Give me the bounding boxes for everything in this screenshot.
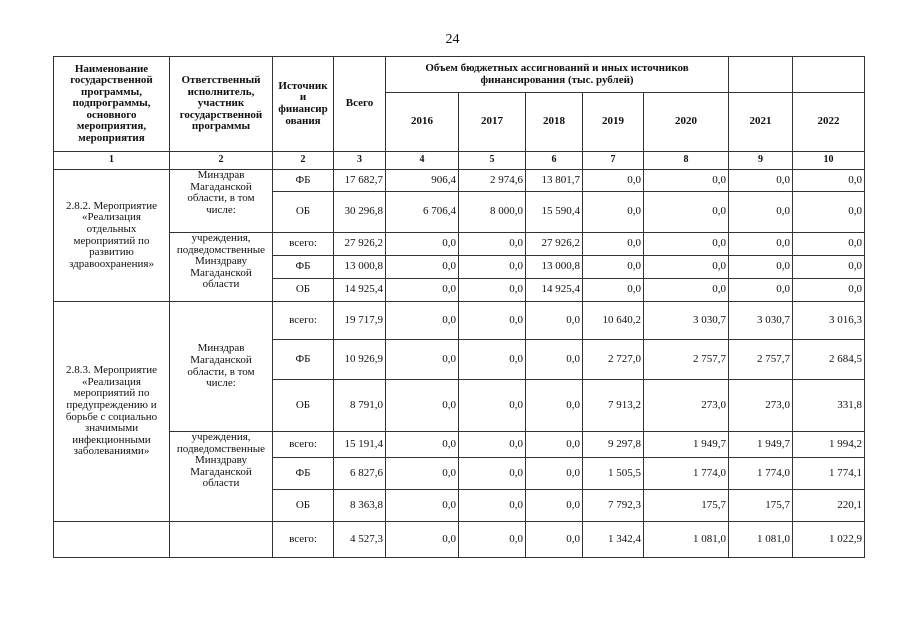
value-cell: 3 030,7	[644, 302, 729, 340]
header-year: 2022	[793, 93, 865, 152]
value-cell: 0,0	[526, 340, 583, 380]
header-year: 2020	[644, 93, 729, 152]
value-cell: 0,0	[386, 279, 459, 302]
value-cell: 1 774,0	[644, 458, 729, 490]
value-cell: 8 000,0	[459, 192, 526, 233]
executor-name: учреждения, подведомственные Минздраву Магаданской области	[170, 432, 273, 522]
table-row	[54, 432, 865, 458]
table-row	[54, 233, 865, 256]
value-cell: 1 949,7	[729, 432, 793, 458]
value-cell: 0,0	[386, 522, 459, 558]
value-cell: 0,0	[583, 256, 644, 279]
value-cell: 0,0	[729, 233, 793, 256]
index-cell: 6	[526, 152, 583, 170]
value-cell: 0,0	[793, 192, 865, 233]
header-year: 2019	[583, 93, 644, 152]
value-cell: 0,0	[729, 256, 793, 279]
page-number: 24	[445, 32, 460, 47]
value-cell: 0,0	[459, 302, 526, 340]
header-year: 2018	[526, 93, 583, 152]
value-cell: 0,0	[459, 432, 526, 458]
value-cell: 0,0	[526, 380, 583, 432]
value-cell: 0,0	[583, 279, 644, 302]
value-cell: 0,0	[583, 192, 644, 233]
value-cell: 0,0	[526, 432, 583, 458]
empty-cell	[170, 522, 273, 558]
index-cell: 5	[459, 152, 526, 170]
header-total: Всего	[334, 57, 386, 152]
header-program: Наименование государственной программы, подпрограммы, основного мероприятия, мероприятия	[54, 57, 170, 152]
budget-table	[53, 56, 865, 558]
index-cell: 9	[729, 152, 793, 170]
header-blank-9	[729, 57, 793, 93]
value-cell: 27 926,2	[334, 233, 386, 256]
source-cell: ФБ	[273, 340, 334, 380]
value-cell: 0,0	[459, 490, 526, 522]
value-cell: 273,0	[729, 380, 793, 432]
value-cell: 15 590,4	[526, 192, 583, 233]
value-cell: 175,7	[729, 490, 793, 522]
value-cell: 0,0	[386, 490, 459, 522]
index-cell: 8	[644, 152, 729, 170]
value-cell: 1 342,4	[583, 522, 644, 558]
value-cell: 2 757,7	[644, 340, 729, 380]
value-cell: 0,0	[583, 170, 644, 192]
value-cell: 0,0	[644, 256, 729, 279]
table-row	[54, 522, 865, 558]
value-cell: 0,0	[526, 522, 583, 558]
value-cell: 1 081,0	[729, 522, 793, 558]
executor-name: Минздрав Магаданской области, в том числе:	[170, 302, 273, 432]
header-source: Источник и финансир ования	[273, 57, 334, 152]
value-cell: 0,0	[386, 340, 459, 380]
value-cell: 0,0	[459, 458, 526, 490]
value-cell: 9 297,8	[583, 432, 644, 458]
value-cell: 6 706,4	[386, 192, 459, 233]
source-cell: всего:	[273, 522, 334, 558]
value-cell: 10 926,9	[334, 340, 386, 380]
index-row	[54, 152, 865, 170]
value-cell: 2 727,0	[583, 340, 644, 380]
source-cell: ОБ	[273, 380, 334, 432]
value-cell: 8 791,0	[334, 380, 386, 432]
value-cell: 1 022,9	[793, 522, 865, 558]
header-year: 2017	[459, 93, 526, 152]
header-blank-10	[793, 57, 865, 93]
value-cell: 0,0	[386, 302, 459, 340]
value-cell: 0,0	[793, 233, 865, 256]
value-cell: 0,0	[459, 380, 526, 432]
value-cell: 30 296,8	[334, 192, 386, 233]
value-cell: 27 926,2	[526, 233, 583, 256]
value-cell: 15 191,4	[334, 432, 386, 458]
value-cell: 175,7	[644, 490, 729, 522]
value-cell: 0,0	[793, 256, 865, 279]
source-cell: всего:	[273, 432, 334, 458]
value-cell: 0,0	[459, 256, 526, 279]
index-cell: 4	[386, 152, 459, 170]
value-cell: 14 925,4	[526, 279, 583, 302]
value-cell: 331,8	[793, 380, 865, 432]
value-cell: 0,0	[526, 458, 583, 490]
value-cell: 13 801,7	[526, 170, 583, 192]
table-row	[54, 302, 865, 340]
value-cell: 0,0	[386, 256, 459, 279]
value-cell: 0,0	[644, 192, 729, 233]
source-cell: ФБ	[273, 256, 334, 279]
source-cell: всего:	[273, 302, 334, 340]
value-cell: 1 081,0	[644, 522, 729, 558]
source-cell: ОБ	[273, 192, 334, 233]
value-cell: 13 000,8	[526, 256, 583, 279]
header-year: 2016	[386, 93, 459, 152]
value-cell: 0,0	[644, 233, 729, 256]
header-executor: Ответственный исполнитель, участник государственной программы	[170, 57, 273, 152]
executor-name: учреждения, подведомственные Минздраву Магаданской области	[170, 233, 273, 302]
value-cell: 0,0	[729, 192, 793, 233]
value-cell: 0,0	[386, 233, 459, 256]
source-cell: ОБ	[273, 490, 334, 522]
value-cell: 2 974,6	[459, 170, 526, 192]
value-cell: 0,0	[386, 432, 459, 458]
executor-name: Минздрав Магаданской области, в том числе:	[170, 170, 273, 233]
value-cell: 0,0	[583, 233, 644, 256]
value-cell: 0,0	[526, 490, 583, 522]
source-cell: ОБ	[273, 279, 334, 302]
value-cell: 0,0	[729, 170, 793, 192]
index-cell: 3	[334, 152, 386, 170]
value-cell: 906,4	[386, 170, 459, 192]
value-cell: 1 505,5	[583, 458, 644, 490]
value-cell: 220,1	[793, 490, 865, 522]
source-cell: ФБ	[273, 170, 334, 192]
value-cell: 1 949,7	[644, 432, 729, 458]
value-cell: 14 925,4	[334, 279, 386, 302]
value-cell: 0,0	[386, 380, 459, 432]
index-cell: 2	[170, 152, 273, 170]
value-cell: 6 827,6	[334, 458, 386, 490]
empty-cell	[54, 522, 170, 558]
value-cell: 3 030,7	[729, 302, 793, 340]
value-cell: 0,0	[729, 279, 793, 302]
value-cell: 7 913,2	[583, 380, 644, 432]
value-cell: 0,0	[793, 170, 865, 192]
value-cell: 273,0	[644, 380, 729, 432]
value-cell: 0,0	[386, 458, 459, 490]
value-cell: 0,0	[644, 170, 729, 192]
value-cell: 0,0	[793, 279, 865, 302]
value-cell: 1 994,2	[793, 432, 865, 458]
value-cell: 17 682,7	[334, 170, 386, 192]
value-cell: 1 774,1	[793, 458, 865, 490]
value-cell: 2 757,7	[729, 340, 793, 380]
value-cell: 19 717,9	[334, 302, 386, 340]
value-cell: 0,0	[459, 233, 526, 256]
value-cell: 3 016,3	[793, 302, 865, 340]
source-cell: всего:	[273, 233, 334, 256]
program-name: 2.8.2. Мероприятие «Реализация отдельных мероприятий по развитию здравоохранения»	[54, 170, 170, 302]
index-cell: 2	[273, 152, 334, 170]
table-row	[54, 170, 865, 192]
header-year: 2021	[729, 93, 793, 152]
value-cell: 0,0	[526, 302, 583, 340]
header-volume: Объем бюджетных ассигнований и иных источников финансирования (тыс. рублей)	[386, 57, 729, 93]
value-cell: 2 684,5	[793, 340, 865, 380]
source-cell: ФБ	[273, 458, 334, 490]
value-cell: 1 774,0	[729, 458, 793, 490]
value-cell: 0,0	[459, 340, 526, 380]
value-cell: 4 527,3	[334, 522, 386, 558]
index-cell: 1	[54, 152, 170, 170]
value-cell: 10 640,2	[583, 302, 644, 340]
value-cell: 8 363,8	[334, 490, 386, 522]
index-cell: 7	[583, 152, 644, 170]
value-cell: 7 792,3	[583, 490, 644, 522]
value-cell: 13 000,8	[334, 256, 386, 279]
index-cell: 10	[793, 152, 865, 170]
value-cell: 0,0	[459, 279, 526, 302]
program-name: 2.8.3. Мероприятие «Реализация мероприятий по предупреждению и борьбе с социально значимыми инфекционными заболеваниями»	[54, 302, 170, 522]
value-cell: 0,0	[459, 522, 526, 558]
value-cell: 0,0	[644, 279, 729, 302]
